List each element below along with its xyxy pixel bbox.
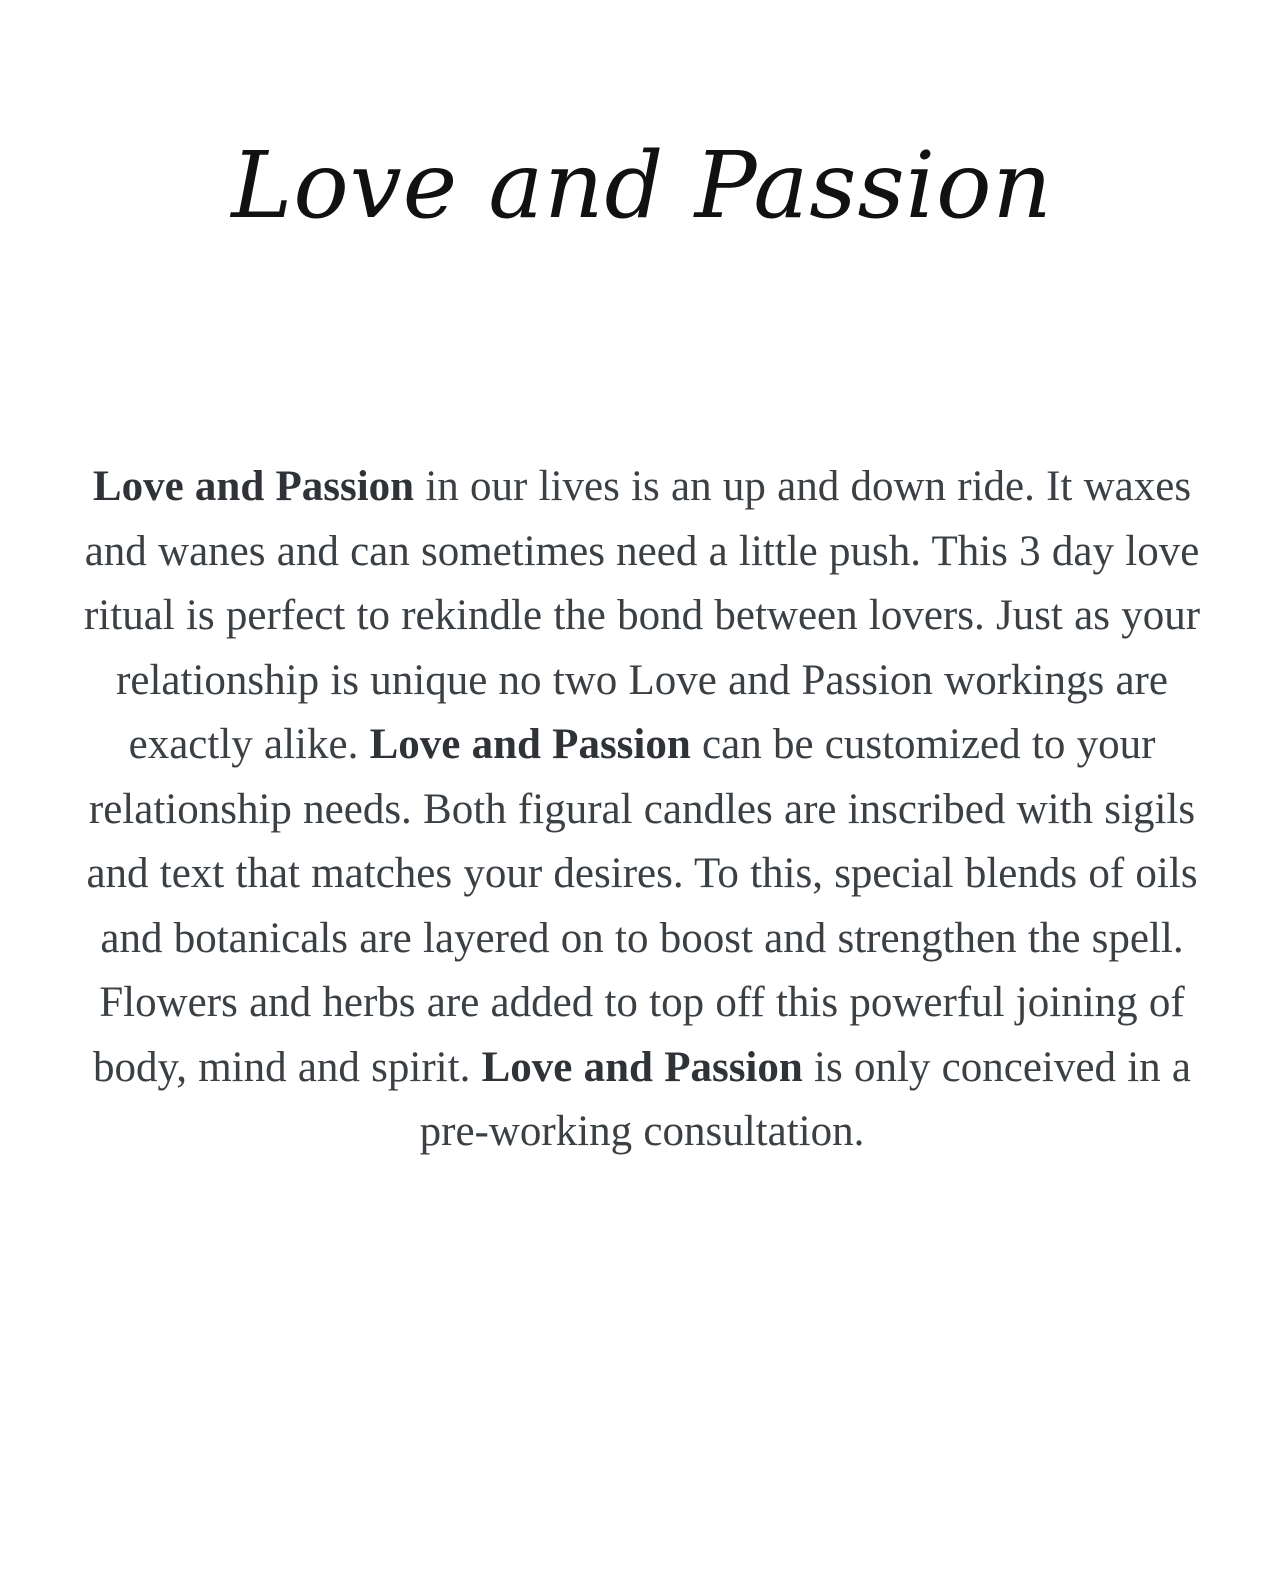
body-text-run: is only conceived in a pre-working consultation. bbox=[419, 1043, 1191, 1155]
body-text-run: in our lives is an up and down ride. It waxes and wanes and can sometimes need a little push. This 3 day love ritual is perfect to rekindle the bond between lovers. Just as your relationship is unique no two Love and Passion workings are exactly alike. bbox=[83, 463, 1201, 768]
body-container bbox=[72, 455, 1212, 1165]
page-title: Love and Passion bbox=[231, 132, 1053, 239]
body-text-run: can be customized to your relationship needs. Both figural candles are inscribed with sigils and text that matches your desires. To this, special blends of oils and botanicals are layered on to boost and strengthen the spell. Flowers and herbs are added to top off this powerful joining of body, mind and spirit. bbox=[86, 721, 1198, 1091]
emphasis-phrase: Love and Passion bbox=[481, 1043, 803, 1091]
body-paragraph bbox=[72, 455, 1212, 1165]
emphasis-phrase: Love and Passion bbox=[92, 463, 415, 510]
emphasis-phrase: Love and Passion bbox=[369, 721, 691, 768]
